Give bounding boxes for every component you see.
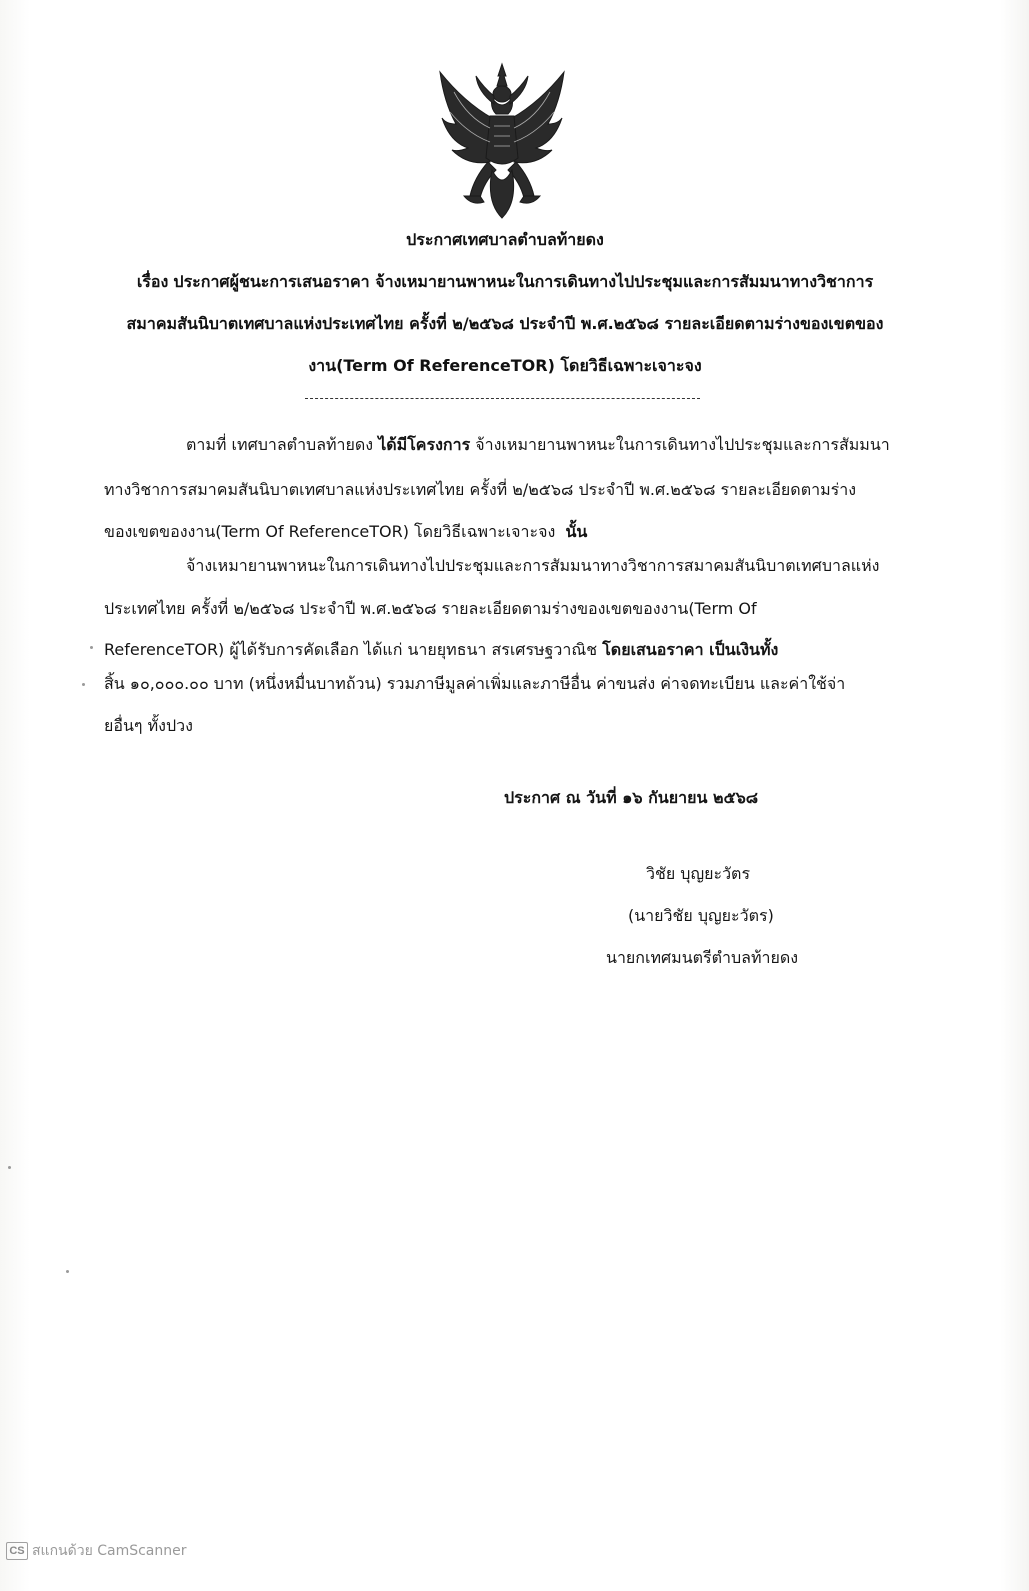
para1-line-1 — [186, 433, 890, 458]
para2-line-5: ยอื่นๆ ทั้งปวง — [104, 716, 193, 735]
para1-rest: จ้างเหมายานพาหนะในการเดินทางไปประชุมและการสัมมนา — [475, 435, 890, 454]
para2-line-3a: ReferenceTOR) ผู้ได้รับการคัดเลือก ได้แก่ นายยุทธนา สรเศรษฐวาณิช — [104, 640, 598, 659]
para2-line-3b: โดยเสนอราคา เป็นเงินทั้ง — [602, 640, 779, 659]
para1-lead: ตามที่ เทศบาลตำบลท้ายดง — [186, 435, 374, 454]
signer-position: นายกเทศมนตรีตำบลท้ายดง — [606, 948, 799, 967]
subject-line-3: งาน(Term Of ReferenceTOR) โดยวิธีเฉพาะเจาะจง — [308, 356, 702, 375]
para1-line-2: ทางวิชาการสมาคมสันนิบาตเทศบาลแห่งประเทศไทย ครั้งที่ ๒/๒๕๖๘ ประจำปี พ.ศ.๒๕๖๘ รายละเอียดตามร่าง — [104, 480, 857, 499]
signed-name: วิชัย บุญยะวัตร — [646, 864, 751, 883]
subject-text-1: ประกาศผู้ชนะการเสนอราคา จ้างเหมายานพาหนะในการเดินทางไปประชุมและการสัมมนาทางวิชาการ — [173, 272, 874, 291]
scan-speck — [66, 1270, 69, 1273]
scan-speck — [90, 646, 93, 649]
scan-speck — [82, 683, 85, 686]
para1-line-3-end: นั้น — [565, 522, 588, 541]
printed-name: (นายวิชัย บุญยะวัตร) — [628, 906, 774, 925]
announce-date: ประกาศ ณ วันที่ ๑๖ กันยายน ๒๕๖๘ — [504, 788, 759, 807]
scan-speck — [8, 1166, 11, 1169]
garuda-emblem-icon — [434, 62, 570, 222]
subject-line-2: สมาคมสันนิบาตเทศบาลแห่งประเทศไทย ครั้งที่ ๒/๒๕๖๘ ประจำปี พ.ศ.๒๕๖๘ รายละเอียดตามร่างของเขตของ — [126, 314, 884, 333]
para2-line-2: ประเทศไทย ครั้งที่ ๒/๒๕๖๘ ประจำปี พ.ศ.๒๕๖๘ รายละเอียดตามร่างของเขตของงาน(Term Of — [104, 599, 757, 618]
para2-line-4: สิ้น ๑๐,๐๐๐.๐๐ บาท (หนึ่งหมื่นบาทถ้วน) รวมภาษีมูลค่าเพิ่มและภาษีอื่น ค่าขนส่ง ค่าจดทะเบียน และค่าใช้จ่า — [104, 674, 846, 693]
para1-line-3-text: ของเขตของงาน(Term Of ReferenceTOR) โดยวิธีเฉพาะเจาะจง — [104, 522, 556, 541]
announcement-title: ประกาศเทศบาลตำบลท้ายดง — [406, 230, 604, 249]
para2-line-3 — [104, 638, 778, 663]
para1-bold: ได้มีโครงการ — [378, 435, 471, 454]
scanner-watermark-text: สแกนด้วย CamScanner — [32, 1543, 187, 1559]
para2-line-1: จ้างเหมายานพาหนะในการเดินทางไปประชุมและการสัมมนาทางวิชาการสมาคมสันนิบาตเทศบาลแห่ง — [186, 556, 880, 575]
camscanner-icon: CS — [6, 1542, 28, 1560]
para1-line-3 — [104, 520, 587, 545]
subject-label: เรื่อง — [136, 272, 169, 291]
subject-line-1 — [60, 270, 950, 295]
scanner-watermark — [6, 1540, 187, 1562]
divider-line — [305, 398, 700, 399]
